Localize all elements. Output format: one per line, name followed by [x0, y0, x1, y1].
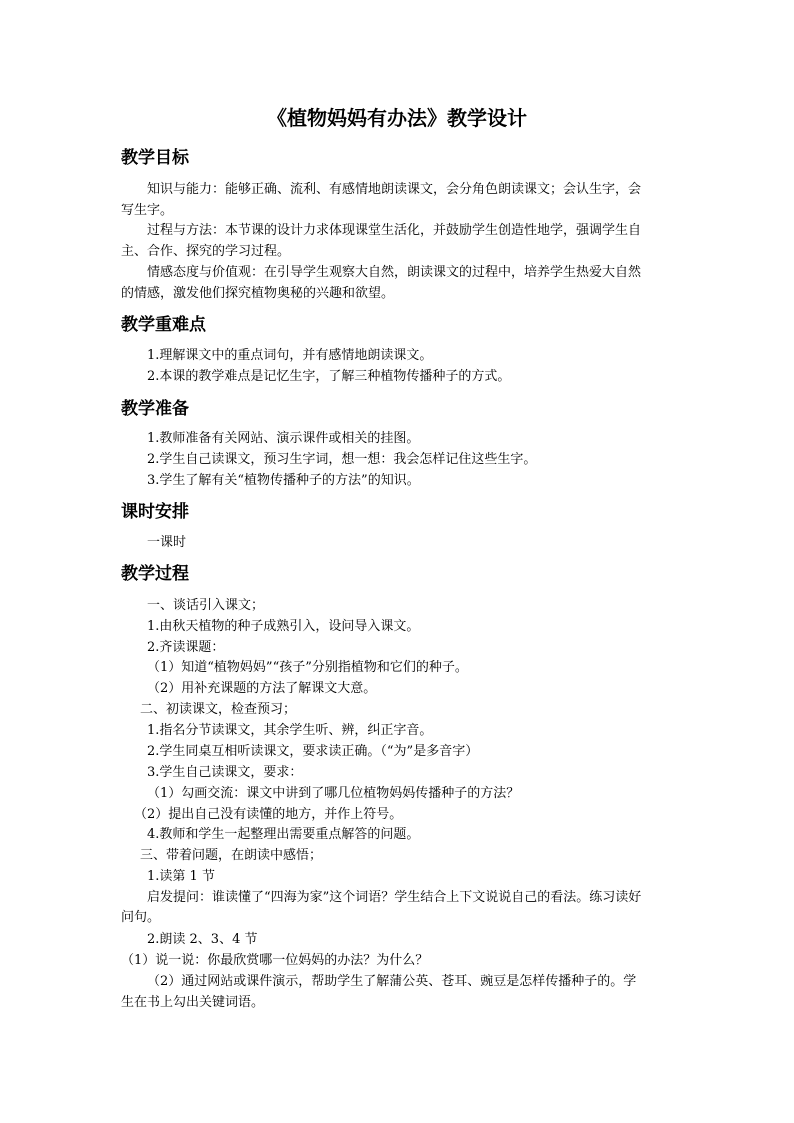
- paragraph-line: 的情感，激发他们探究植物奥秘的兴趣和欲望。: [121, 286, 395, 301]
- paragraph-line: 情感态度与价值观：在引导学生观察大自然，朗读课文的过程中，培养学生热爱大自然: [147, 265, 642, 280]
- paragraph-line: 生在书上勾出关键词语。: [121, 995, 265, 1010]
- list-item: 一、谈话引入课文；: [147, 598, 265, 613]
- list-item: 1.读第 1 节: [147, 869, 215, 884]
- paragraph-line: 主、合作、探究的学习过程。: [121, 244, 291, 259]
- list-item: （1）说一说：你最欣赏哪一位妈妈的办法？为什么？: [121, 953, 429, 968]
- list-item: 1.理解课文中的重点词句，并有感情地朗读课文。: [147, 348, 433, 363]
- list-item: 4.教师和学生一起整理出需要重点解答的问题。: [147, 827, 420, 842]
- section-heading-schedule: 课时安排: [121, 502, 189, 522]
- paragraph-line: 过程与方法：本节课的设计力求体现课堂生活化，并鼓励学生创造性地学，强调学生自: [147, 223, 642, 238]
- list-item: 三、带着问题，在朗读中感悟；: [140, 848, 323, 863]
- list-item: 3.学生自己读课文，要求：: [147, 765, 303, 780]
- section-heading-objectives: 教学目标: [121, 148, 189, 168]
- list-item: 二、初读课文，检查预习；: [140, 702, 297, 717]
- list-item: 3.学生了解有关“植物传播种子的方法”的知识。: [147, 473, 420, 488]
- list-item: 2.学生同桌互相听读课文，要求读正确。（“为”是多音字）: [147, 744, 479, 759]
- paragraph-line: 写生字。: [121, 203, 174, 218]
- list-item: （2）用补充课题的方法了解课文大意。: [147, 681, 377, 696]
- list-item: 1.指名分节读课文，其余学生听、辨，纠正字音。: [147, 723, 433, 738]
- section-heading-preparation: 教学准备: [121, 399, 189, 419]
- list-item: 2.学生自己读课文，预习生字词，想一想：我会怎样记住这些生字。: [147, 452, 537, 467]
- list-item: 2.朗读 2、3、4 节: [147, 932, 258, 947]
- list-item: 1.教师准备有关网站、演示课件或相关的挂图。: [147, 431, 420, 446]
- paragraph-line: 问句。: [121, 910, 161, 925]
- list-item: （2）提出自己没有读懂的地方，并作上符号。: [134, 807, 403, 822]
- list-item: （1）勾画交流：课文中讲到了哪几位植物妈妈传播种子的方法？: [147, 786, 520, 801]
- paragraph-line: 启发提问：谁读懂了“四海为家”这个词语？学生结合上下文说说自己的看法。练习读好: [147, 890, 642, 905]
- paragraph-line: 一课时: [147, 535, 187, 550]
- list-item: 2.齐读课题：: [147, 640, 225, 655]
- paragraph-line: （2）通过网站或课件演示，帮助学生了解蒲公英、苍耳、豌豆是怎样传播种子的。学: [147, 974, 637, 989]
- paragraph-line: 知识与能力：能够正确、流利、有感情地朗读课文，会分角色朗读课文；会认生字，会: [147, 182, 642, 197]
- list-item: 1.由秋天植物的种子成熟引入，设问导入课文。: [147, 619, 420, 634]
- list-item: （1）知道“植物妈妈”“孩子”分别指植物和它们的种子。: [147, 660, 468, 675]
- section-heading-process: 教学过程: [121, 564, 189, 584]
- document-title: 《植物妈妈有办法》教学设计: [267, 106, 527, 130]
- section-heading-key-points: 教学重难点: [121, 315, 206, 335]
- list-item: 2.本课的教学难点是记忆生字，了解三种植物传播种子的方式。: [147, 369, 511, 384]
